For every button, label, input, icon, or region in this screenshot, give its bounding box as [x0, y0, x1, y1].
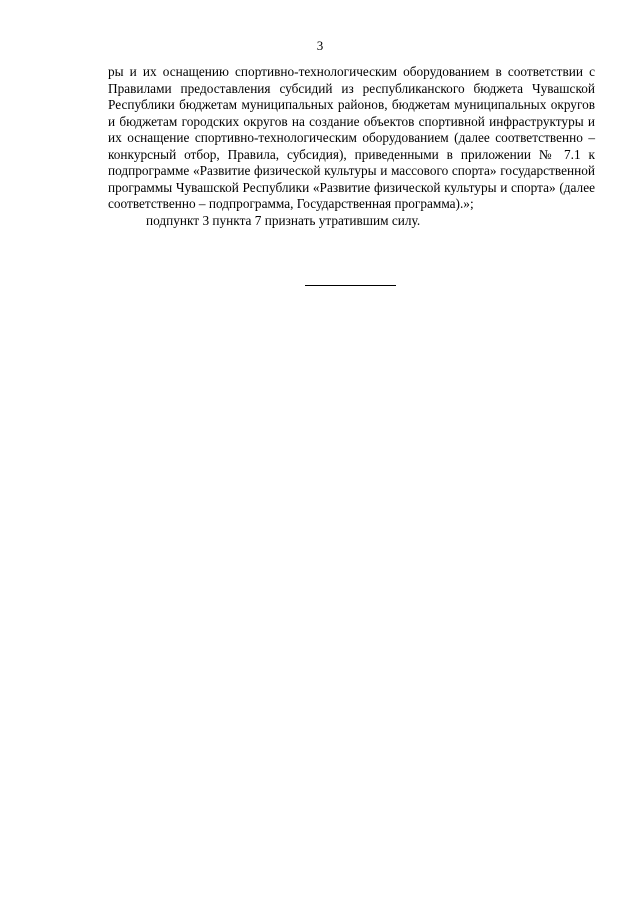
paragraph-continuation: ры и их оснащению спортивно-технологическим оборудованием в соответствии с Правилами предоставления субсидий из республиканского бюджета Чувашской Республики бюджетам муниципальных районов, бюджетам муниципальных округов и бюджетам городских округов на создание объектов спортивной инфраструктуры и их оснащение спортивно-технологическим оборудованием (далее соответственно – конкурсный отбор, Правила, субсидия), приведенными в приложении № 7.1 к подпрограмме «Развитие физической культуры и массового спорта» государственной программы Чувашской Республики «Развитие физической культуры и спорта» (далее соответственно – подпрограмма, Государственная программа).»; [108, 64, 595, 211]
page-number: 3 [316, 38, 324, 53]
end-separator-line [305, 285, 396, 286]
paragraph-subitem: подпункт 3 пункта 7 признать утратившим силу. [146, 212, 421, 228]
document-body [108, 64, 595, 229]
